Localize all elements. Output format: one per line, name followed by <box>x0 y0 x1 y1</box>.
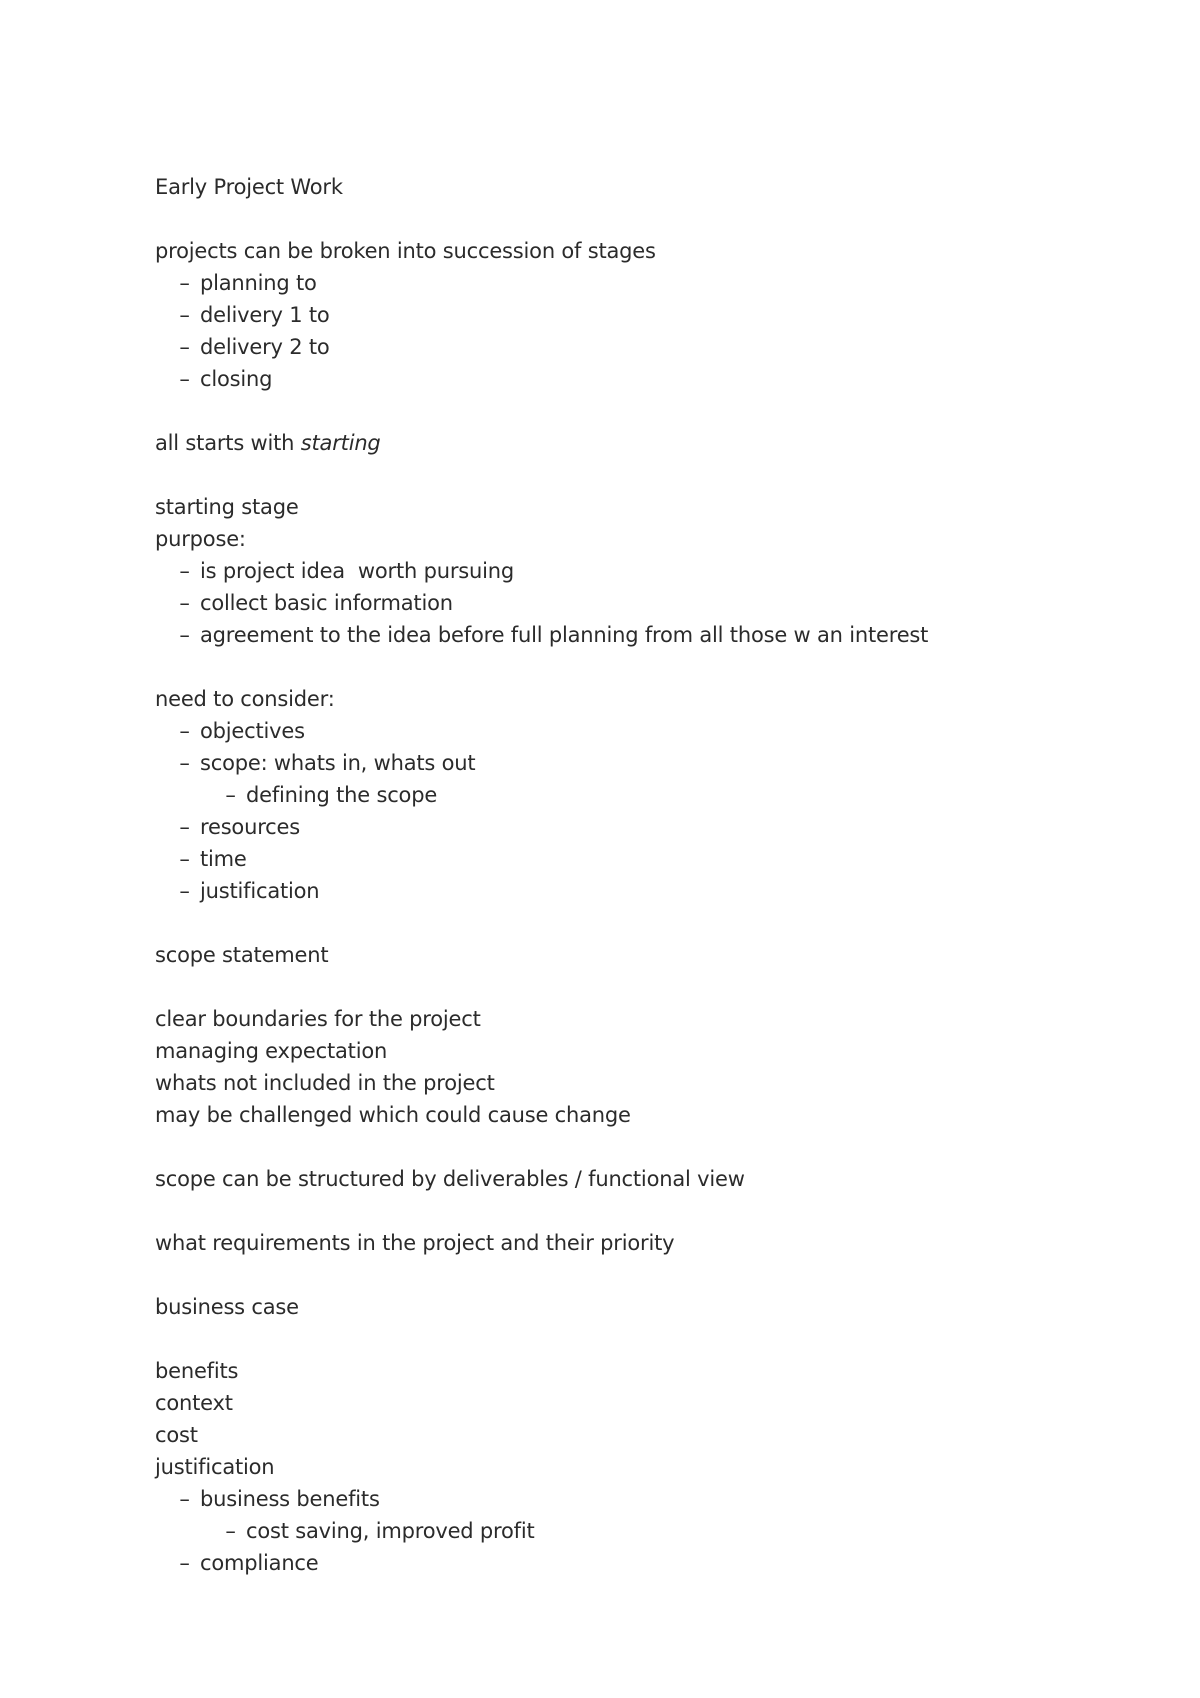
spacer <box>155 1323 1135 1355</box>
list-item: – planning to <box>179 271 317 295</box>
spacer <box>155 971 1135 1003</box>
spacer <box>155 1131 1135 1163</box>
list-item: – is project idea worth pursuing <box>179 559 514 583</box>
consider-label: need to consider: <box>155 687 335 711</box>
starts-line: all starts with starting <box>155 431 381 455</box>
list-item: – resources <box>179 815 300 839</box>
starting-stage-heading: starting stage <box>155 495 299 519</box>
text-line: may be challenged which could cause change <box>155 1103 631 1127</box>
text-line: whats not included in the project <box>155 1071 495 1095</box>
list-item: – agreement to the idea before full planning from all those w an interest <box>179 623 929 647</box>
spacer <box>155 395 1135 427</box>
list-item: – delivery 2 to <box>179 335 330 359</box>
text-line: benefits <box>155 1359 239 1383</box>
list-item: – cost saving, improved profit <box>225 1519 535 1543</box>
spacer <box>155 1259 1135 1291</box>
document-page <box>155 171 1135 1579</box>
list-item: – closing <box>179 367 273 391</box>
stages-intro: projects can be broken into succession of stages <box>155 239 656 263</box>
list-item: – delivery 1 to <box>179 303 330 327</box>
spacer <box>155 907 1135 939</box>
text-line: context <box>155 1391 233 1415</box>
document-title: Early Project Work <box>155 175 343 199</box>
requirements-line: what requirements in the project and their priority <box>155 1231 675 1255</box>
list-item: – business benefits <box>179 1487 380 1511</box>
list-item: – scope: whats in, whats out <box>179 751 476 775</box>
list-item: – time <box>179 847 247 871</box>
spacer <box>155 1195 1135 1227</box>
text-line: managing expectation <box>155 1039 388 1063</box>
business-case-heading: business case <box>155 1295 299 1319</box>
text-line: justification <box>155 1455 275 1479</box>
text-line: clear boundaries for the project <box>155 1007 481 1031</box>
spacer <box>155 651 1135 683</box>
text-line: cost <box>155 1423 198 1447</box>
scope-structured-line: scope can be structured by deliverables / functional view <box>155 1167 745 1191</box>
list-item: – compliance <box>179 1551 319 1575</box>
list-item: – objectives <box>179 719 305 743</box>
scope-statement-heading: scope statement <box>155 943 329 967</box>
list-item: – collect basic information <box>179 591 453 615</box>
list-item: – justification <box>179 879 320 903</box>
purpose-label: purpose: <box>155 527 246 551</box>
spacer <box>155 459 1135 491</box>
list-item: – defining the scope <box>225 783 438 807</box>
spacer <box>155 203 1135 235</box>
